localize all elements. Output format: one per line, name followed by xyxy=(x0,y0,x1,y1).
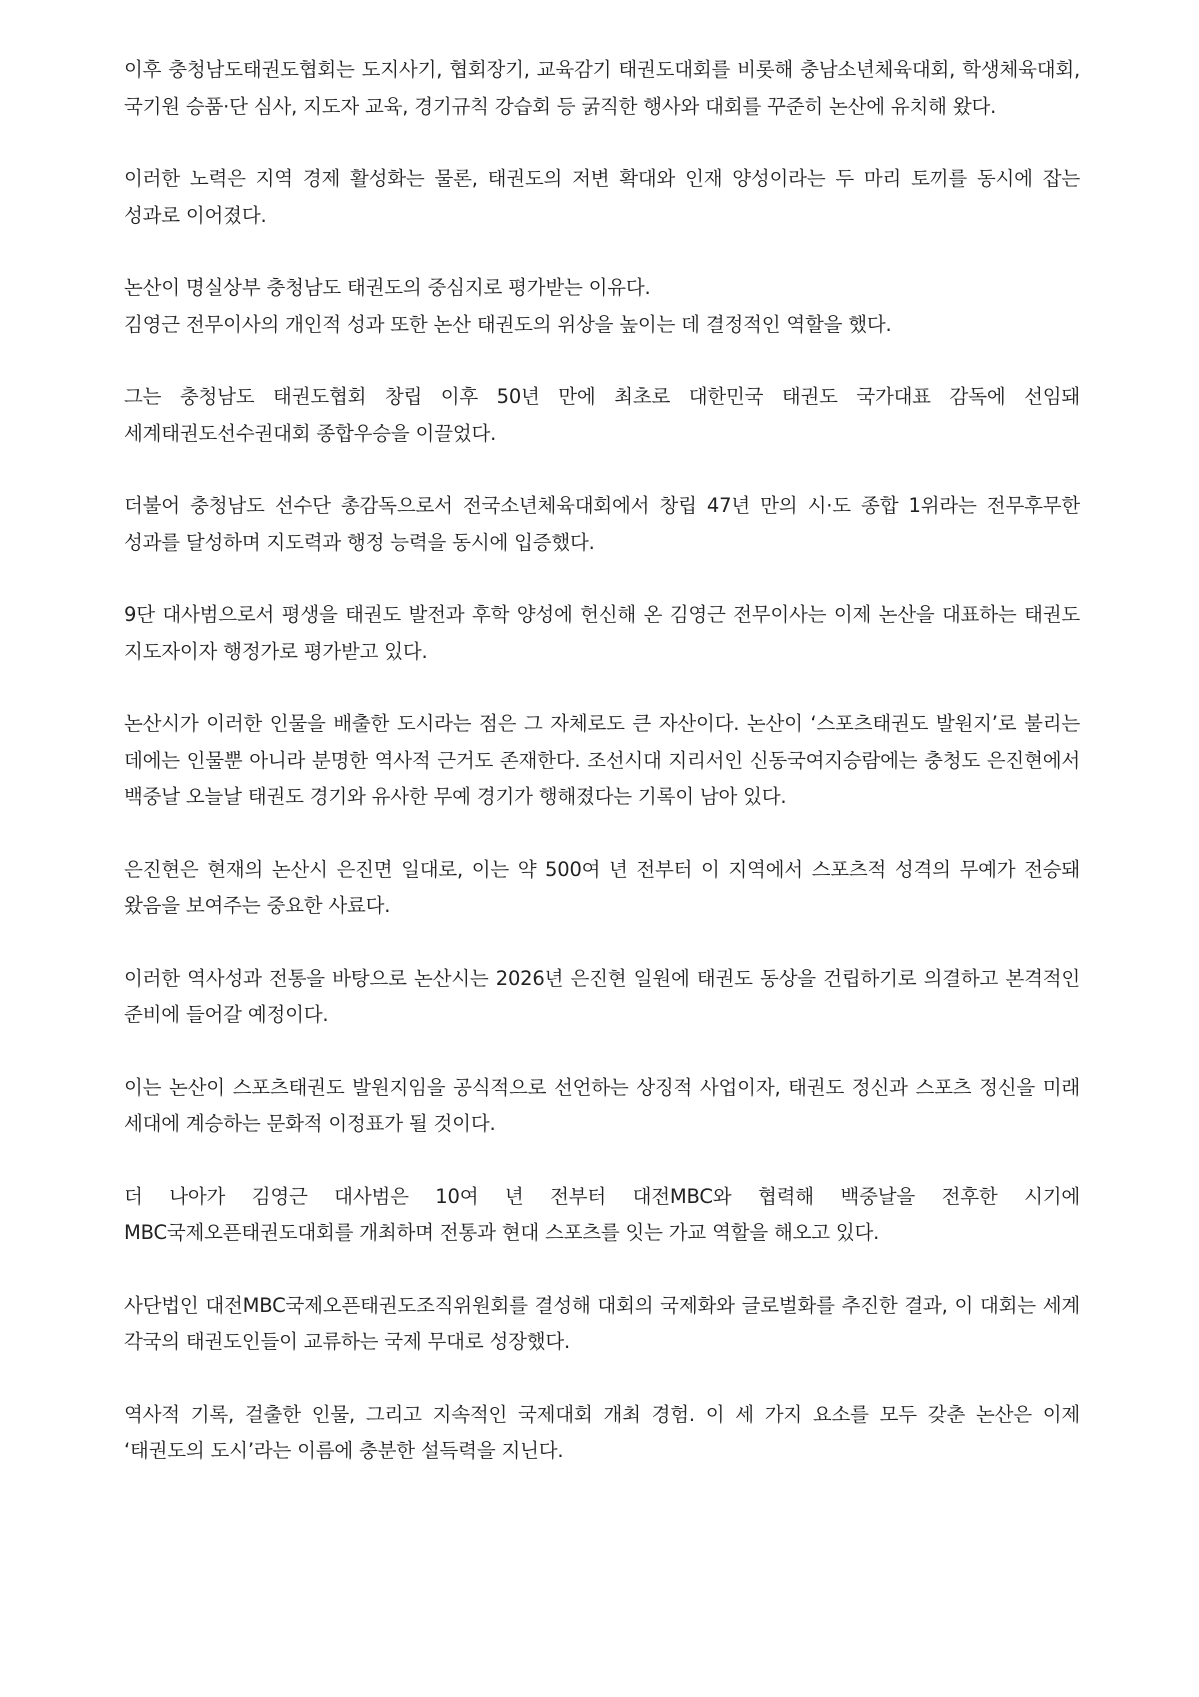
paragraph xyxy=(124,1288,1080,1361)
paragraph-text: 그는 충청남도 태권도협회 창립 이후 50년 만에 최초로 대한민국 태권도 국가대표 감독에 선임돼 세계태권도선수권대회 종합우승을 이끌었다. xyxy=(124,385,1080,445)
paragraph xyxy=(124,379,1080,452)
paragraph xyxy=(124,852,1080,925)
paragraph xyxy=(124,1179,1080,1252)
paragraph-text: 은진현은 현재의 논산시 은진면 일대로, 이는 약 500여 년 전부터 이 지역에서 스포츠적 성격의 무예가 전승돼 왔음을 보여주는 중요한 사료다. xyxy=(124,857,1080,917)
paragraph-text: 이러한 노력은 지역 경제 활성화는 물론, 태권도의 저변 확대와 인재 양성이라는 두 마리 토끼를 동시에 잡는 성과로 이어졌다. xyxy=(124,167,1080,227)
article-body xyxy=(124,52,1080,1506)
paragraph xyxy=(124,52,1080,125)
paragraph-text: 논산시가 이러한 인물을 배출한 도시라는 점은 그 자체로도 큰 자산이다. 논산이 ‘스포츠태권도 발원지’로 불리는 데에는 인물뿐 아니라 분명한 역사적 근거도 존재한다. 조선시대 지리서인 신동국여지승람에는 충청도 은진현에서 백중날 오늘날 태권도 경기와 유사한 무예 경기가 행해졌다는 기록이 남아 있다. xyxy=(124,712,1080,808)
paragraph-text: 더불어 충청남도 선수단 총감독으로서 전국소년체육대회에서 창립 47년 만의 시·도 종합 1위라는 전무후무한 성과를 달성하며 지도력과 행정 능력을 동시에 입증했다. xyxy=(124,494,1080,554)
paragraph xyxy=(124,706,1080,816)
paragraph xyxy=(124,1070,1080,1143)
paragraph-text: 역사적 기록, 걸출한 인물, 그리고 지속적인 국제대회 개최 경험. 이 세 가지 요소를 모두 갖춘 논산은 이제 ‘태권도의 도시’라는 이름에 충분한 설득력을 지닌다. xyxy=(124,1402,1080,1462)
paragraph xyxy=(124,961,1080,1034)
paragraph-text: 더 나아가 김영근 대사범은 10여 년 전부터 대전MBC와 협력해 백중날을 전후한 시기에 MBC국제오픈태권도대회를 개최하며 전통과 현대 스포츠를 잇는 가교 역할을 해오고 있다. xyxy=(124,1184,1081,1244)
paragraph-text: 이러한 역사성과 전통을 바탕으로 논산시는 2026년 은진현 일원에 태권도 동상을 건립하기로 의결하고 본격적인 준비에 들어갈 예정이다. xyxy=(124,966,1080,1026)
paragraph-text: 9단 대사범으로서 평생을 태권도 발전과 후학 양성에 헌신해 온 김영근 전무이사는 이제 논산을 대표하는 태권도 지도자이자 행정가로 평가받고 있다. xyxy=(124,603,1080,663)
paragraph-text: 논산이 명실상부 충청남도 태권도의 중심지로 평가받는 이유다. xyxy=(124,276,651,299)
paragraph-text: 이는 논산이 스포츠태권도 발원지임을 공식적으로 선언하는 상징적 사업이자, 태권도 정신과 스포츠 정신을 미래 세대에 계승하는 문화적 이정표가 될 것이다. xyxy=(124,1075,1080,1135)
paragraph xyxy=(124,161,1080,234)
paragraph-text: 김영근 전무이사의 개인적 성과 또한 논산 태권도의 위상을 높이는 데 결정적인 역할을 했다. xyxy=(124,312,892,336)
paragraph-text: 이후 충청남도태권도협회는 도지사기, 협회장기, 교육감기 태권도대회를 비롯해 충남소년체육대회, 학생체육대회, 국기원 승품·단 심사, 지도자 교육, 경기규칙 강습회 등 굵직한 행사와 대회를 꾸준히 논산에 유치해 왔다. xyxy=(124,58,1080,118)
paragraph xyxy=(124,597,1080,670)
paragraph xyxy=(124,270,1080,343)
paragraph xyxy=(124,1397,1080,1470)
paragraph xyxy=(124,488,1080,561)
paragraph-text: 사단법인 대전MBC국제오픈태권도조직위원회를 결성해 대회의 국제화와 글로벌화를 추진한 결과, 이 대회는 세계 각국의 태권도인들이 교류하는 국제 무대로 성장했다. xyxy=(124,1293,1080,1353)
